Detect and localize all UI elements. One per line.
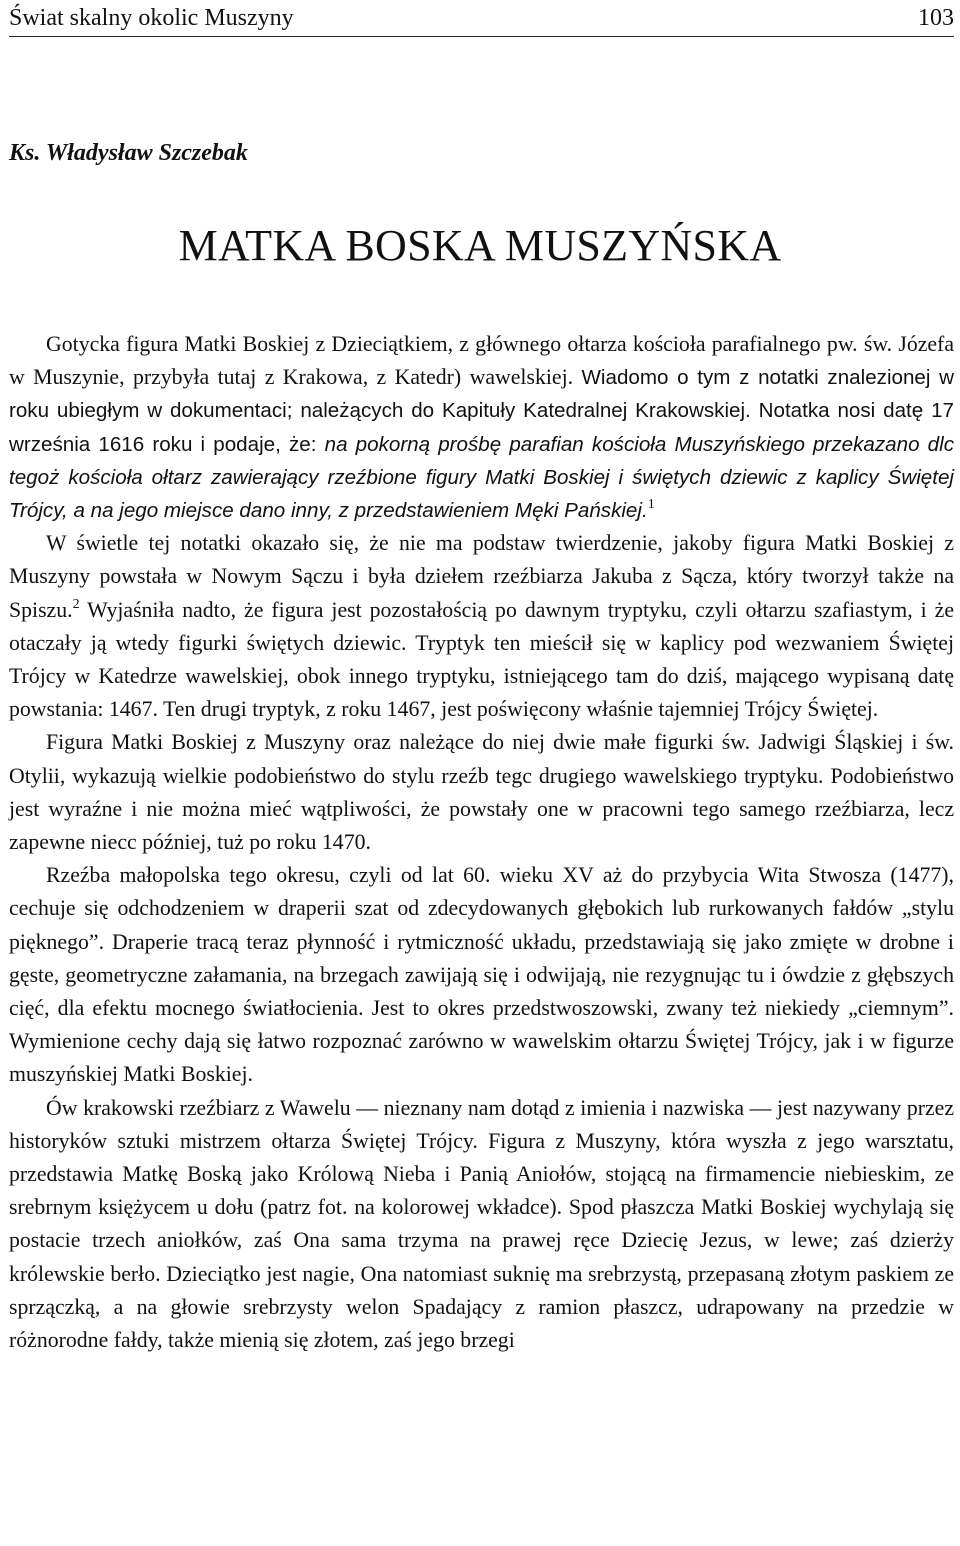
page-number: 103	[918, 4, 954, 31]
footnote-ref[interactable]: 2	[72, 596, 80, 612]
paragraph-text: Wiadomo o tym z notatki znalezionej w roku ubiegłym w dokumentaci; należących do Kapituły Katedralnej Krakowskiej. Notatka nosi datę 17 września 1616 roku i podaje, że:	[9, 366, 954, 456]
footnote-ref[interactable]: 1	[647, 497, 655, 513]
paragraph: Rzeźba małopolska tego okresu, czyli od lat 60. wieku XV aż do przybycia Wita Stwosza (1477), cechuje się odchodzeniem w draperii szat od zdecydowanych głębokich lub rurkowanych fałdów „stylu pięknego”. Draperie tracą teraz płynność i rytmiczność układu, przedstawiają się jako zmięte w drobne i gęste, geometryczne załamania, na brzegach zawijają się i odwijają, nie rezygnując tu i ówdzie z głębszych cięć, dla efektu mocnego światłocienia. Jest to okres przedstwoszowski, zwany też niekiedy „ciemnym”. Wymienione cechy dają się łatwo rozpoznać zarówno w wawelskim ołtarzu Świętej Trójcy, jak i w figurze muszyńskiej Matki Boskiej.	[9, 863, 954, 1087]
author-name: Ks. Władysław Szczebak	[9, 140, 248, 166]
article-title: MATKA BOSKA MUSZYŃSKA	[178, 221, 782, 270]
paragraph: Figura Matki Boskiej z Muszyny oraz należące do niej dwie małe figurki św. Jadwigi Śląskiej i św. Otylii, wykazują wielkie podobieństwo do stylu rzeźb tegc drugiego wawelskiego tryptyku. Podobieństwo jest wyraźne i nie można mieć wątpliwości, że powstały one w pracowni tego samego rzeźbiarza, lecz zapewne niecc później, tuż po roku 1470.	[9, 730, 954, 855]
paragraph	[9, 328, 954, 527]
paragraph-text: Wyjaśniła nadto, że figura jest pozostałością po dawnym tryptyku, czyli ołtarzu szafiastym, i że otaczały ją wtedy figurki świętych dziewic. Tryptyk ten mieścił się w kaplicy pod wezwaniem Świętej Trójcy w Katedrze wawelskiej, obok innego tryptyku, istniejącego tam do dziś, mającego wypisaną datę powstania: 1467. Ten drugi tryptyk, z roku 1467, jest poświęcony właśnie tajemniej Trójcy Świętej.	[9, 597, 954, 722]
paragraph	[9, 527, 954, 726]
quotation: na pokorną prośbę parafian kościoła Muszyńskiego przekazano dlc tegoż kościoła ołtarz zawierający rzeźbione figury Matki Boskiej i świętych dziewic z kaplicy Świętej Trójcy, a na jego miejsce dano inny, z przedstawieniem Męki Pańskiej.	[9, 432, 954, 523]
article-body	[9, 328, 954, 1357]
paragraph: Ów krakowski rzeźbiarz z Wawelu — nieznany nam dotąd z imienia i nazwiska — jest nazywany przez historyków sztuki mistrzem ołtarza Świętej Trójcy. Figura z Muszyny, która wyszła z jego warsztatu, przedstawia Matkę Boską jako Królową Nieba i Panią Aniołów, stojącą na firmamencie niebieskim, ze srebrnym księżycem u dołu (patrz fot. na kolorowej wkładce). Spod płaszcza Matki Boskiej wychylają się postacie trzech aniołków, zaś Ona sama trzyma na prawej ręce Dziecię Jezus, w lewe; zaś dzierży królewskie berło. Dzieciątko jest nagie, Ona natomiast suknię ma srebrzystą, przepasaną złotym paskiem ze sprzączką, a na głowie srebrzysty welon Spadający z ramion płaszcz, udrapowany na przedzie w różnorodne fałdy, także mienią się złotem, zaś jego brzegi	[9, 1095, 954, 1353]
running-title: Świat skalny okolic Muszyny	[9, 4, 294, 31]
running-header	[9, 0, 954, 37]
paragraph-text: Gotycka figura Matki Boskiej z Dzieciątkiem, z głównego ołtarza kościoła parafialnego pw. św. Józefa w Muszynie, przybyła tutaj z Krakowa, z Katedr) wawelskiej.	[9, 332, 954, 390]
paragraph-text: W świetle tej notatki okazało się, że nie ma podstaw twierdzenie, jakoby figura Matki Boskiej z Muszyny powstała w Nowym Sączu i była dziełem rzeźbiarza Jakuba z Sącza, który tworzył także na Spiszu.	[9, 531, 954, 622]
